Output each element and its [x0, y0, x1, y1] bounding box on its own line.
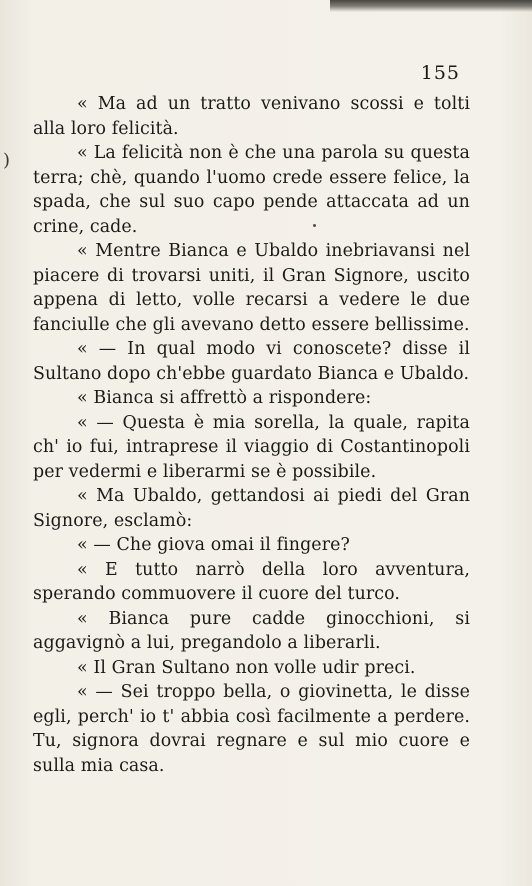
- paragraph: « E tutto narrò della loro avventura, sperando commuovere il cuore del turco.: [33, 559, 470, 604]
- page-body: [33, 92, 470, 778]
- paragraph: « — In qual modo vi conoscete? disse il Sultano dopo ch'ebbe guardato Bianca e Ubaldo.: [33, 339, 470, 384]
- paragraph: « Ma ad un tratto venivano scossi e tolti alla loro felicità.: [33, 94, 470, 139]
- paragraph: « — Questa è mia sorella, la quale, rapita ch' io fui, intraprese il viaggio di Costantinopoli per vedermi e liberarmi se è possibile.: [33, 412, 470, 482]
- paragraph: « — Sei troppo bella, o giovinetta, le disse egli, perch' io t' abbia così facilmente a perdere. Tu, signora dovrai regnare e sul mio cuore e sulla mia casa.: [33, 682, 470, 776]
- paragraph: « Mentre Bianca e Ubaldo inebriavansi nel piacere di trovarsi uniti, il Gran Signore, uscito appena di letto, volle recarsi a vedere le due fanciulle che gli avevano detto essere bellissime.: [33, 241, 470, 335]
- paragraph: « Ma Ubaldo, gettandosi ai piedi del Gran Signore, esclamò:: [33, 486, 470, 531]
- paragraph: « Il Gran Sultano non volle udir preci.: [77, 657, 416, 678]
- scan-edge-shadow: [330, 0, 532, 12]
- page-number: 155: [420, 62, 460, 84]
- paragraph: « — Che giova omai il fingere?: [77, 535, 350, 555]
- paragraph: « La felicità non è che una parola su questa terra; chè, quando l'uomo crede essere felice, la spada, che sul suo capo pende attaccata ad un crine, cade.: [33, 143, 470, 237]
- margin-mark: ): [3, 150, 11, 171]
- paragraph: « Bianca pure cadde ginocchioni, si aggavignò a lui, pregandolo a liberarli.: [33, 608, 470, 653]
- paragraph: « Bianca si affrettò a rispondere:: [77, 388, 372, 408]
